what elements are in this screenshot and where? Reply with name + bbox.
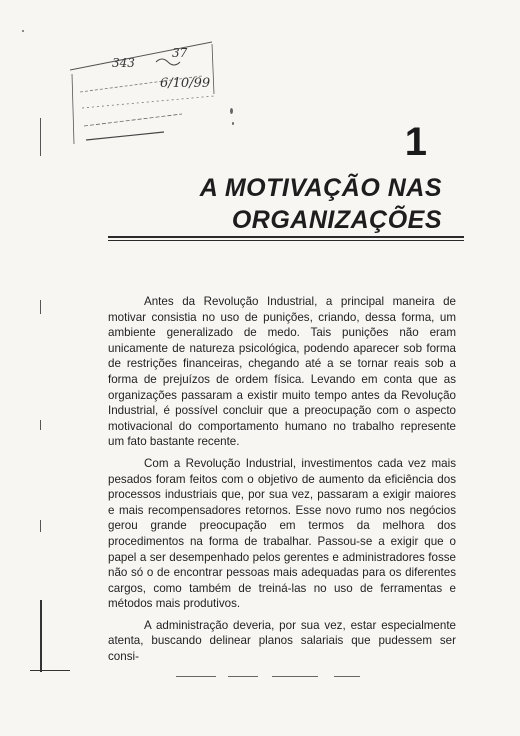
bottom-dash [176,676,216,677]
bottom-dash [272,676,318,677]
scan-speck [232,122,234,125]
scan-speck [230,108,233,114]
stamp-number-2: 37 [172,46,188,60]
margin-mark [40,118,41,156]
bottom-dash [334,676,360,677]
stamp-number-1: 343 [112,56,135,70]
chapter-number: 1 [404,120,426,164]
chapter-title-line-1: A MOTIVAÇÃO NAS [199,174,442,202]
title-rule [108,236,464,238]
title-rule-thin [108,240,464,241]
margin-binding-mark [40,600,42,672]
bottom-dash [228,676,258,677]
paragraph-2: Com a Revolução Industrial, investimentos cada vez mais pesados foram feitos com o objetivo de aumento da eficiência dos processos industriais que, por sua vez, passaram a exigir maiores e mais recompensadores retornos. Esse novo rumo nos negócios gerou grande preocupação em termos da melhora dos procedimentos na forma de trabalhar. Passou-se a exigir que o papel a ser desempenhado pelos gerentes e administradores fosse não só o de encontrar pessoas mais adequadas para os diferentes cargos, como também de treiná-las no uso de ferramentas e métodos mais produtivos. [108,456,456,611]
paragraph-3: A administração deveria, por sua vez, estar especialmente atenta, buscando delinear planos salariais que pudessem ser consi- [108,618,456,664]
library-stamp [52,34,242,154]
margin-mark [40,420,41,430]
margin-tick [30,670,70,671]
margin-mark [40,520,41,532]
paragraph-1: Antes da Revolução Industrial, a principal maneira de motivar consistia no uso de punições, criando, dessa forma, um ambiente generalizado de medo. Tais punições não eram unicamente de natureza psicológica, podendo aparecer sob forma de restrições financeiras, chegando até a se tornar reais sob a forma de prejuízos de ordem física. Levando em conta que as organizações passaram a existir muito tempo antes da Revolução Industrial, é possível concluir que a preocupação com o aspecto motivacional do comportamento humano no trabalho represente um fato bastante recente. [108,295,456,449]
chapter-title-line-2: ORGANIZAÇÕES [231,206,442,234]
margin-mark [40,300,41,314]
scan-speck [22,30,24,32]
stamp-date: 6/10/99 [160,76,211,91]
stamp-marks [52,34,242,154]
body-text [108,294,456,671]
chapter-title [82,172,442,236]
